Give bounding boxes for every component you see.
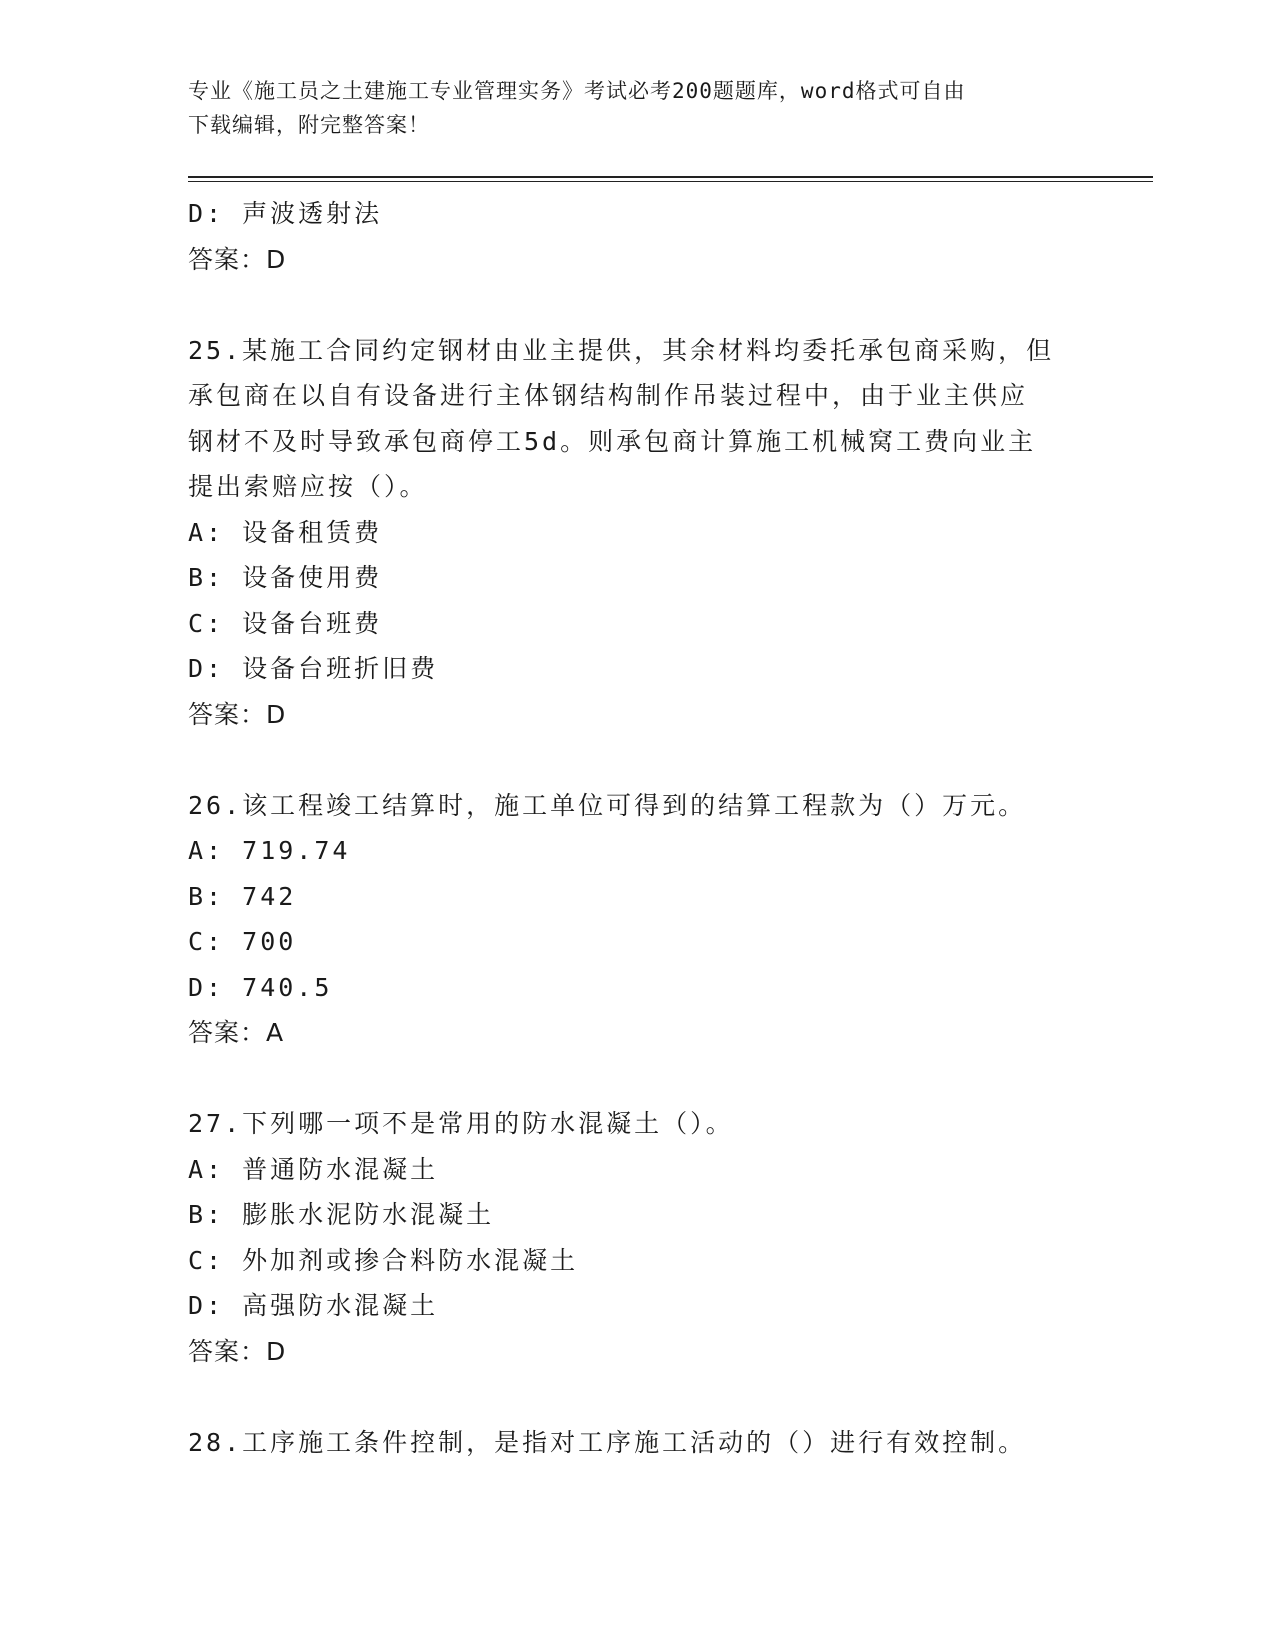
option-a: A: 设备租赁费 [188, 517, 383, 547]
header-line-1: 专业《施工员之土建施工专业管理实务》考试必考200题题库，word格式可自由 [188, 79, 966, 103]
stem-line: 钢材不及时导致承包商停工5d。则承包商计算施工机械窝工费向业主 [188, 426, 1037, 456]
header-line-2: 下载编辑，附完整答案！ [188, 113, 430, 137]
answer: 答案：D [188, 699, 287, 729]
question-stem [188, 328, 1088, 510]
question-26 [188, 783, 1088, 1056]
question-stem: 27.下列哪一项不是常用的防水混凝土（）。 [188, 1109, 734, 1138]
option-b: B: 设备使用费 [188, 563, 383, 592]
option-a: A: 719.74 [188, 836, 351, 865]
option-d: D: 740.5 [188, 972, 333, 1002]
header-divider-thin [188, 181, 1153, 182]
question-27 [188, 1101, 1088, 1374]
header-divider-thick [188, 176, 1153, 178]
question-stem: 28.工序施工条件控制，是指对工序施工活动的（）进行有效控制。 [188, 1427, 1027, 1457]
spacer [188, 1056, 1088, 1102]
stem-line: 提出索赔应按（）。 [188, 472, 428, 501]
question-25 [188, 328, 1088, 738]
option-c: C: 700 [188, 927, 297, 956]
option-d: D: 设备台班折旧费 [188, 654, 439, 683]
answer: 答案：A [188, 1018, 285, 1047]
prev-answer: 答案：D [188, 244, 287, 274]
spacer [188, 1374, 1088, 1420]
option-c: C: 设备台班费 [188, 608, 383, 638]
question-stem: 26.该工程竣工结算时，施工单位可得到的结算工程款为（）万元。 [188, 790, 1027, 820]
stem-line: 25.某施工合同约定钢材由业主提供，其余材料均委托承包商采购，但 [188, 335, 1055, 365]
option-a: A: 普通防水混凝土 [188, 1154, 439, 1184]
spacer [188, 737, 1088, 783]
prev-option-d: D: 声波透射法 [188, 199, 383, 228]
answer: 答案：D [188, 1336, 287, 1366]
stem-line: 承包商在以自有设备进行主体钢结构制作吊装过程中，由于业主供应 [188, 381, 1029, 410]
page-header [188, 74, 1068, 142]
document-body [188, 191, 1088, 1465]
option-b: B: 膨胀水泥防水混凝土 [188, 1200, 495, 1229]
option-b: B: 742 [188, 881, 297, 911]
option-c: C: 外加剂或掺合料防水混凝土 [188, 1245, 579, 1275]
spacer [188, 282, 1088, 328]
question-28 [188, 1420, 1088, 1466]
option-d: D: 高强防水混凝土 [188, 1291, 439, 1320]
